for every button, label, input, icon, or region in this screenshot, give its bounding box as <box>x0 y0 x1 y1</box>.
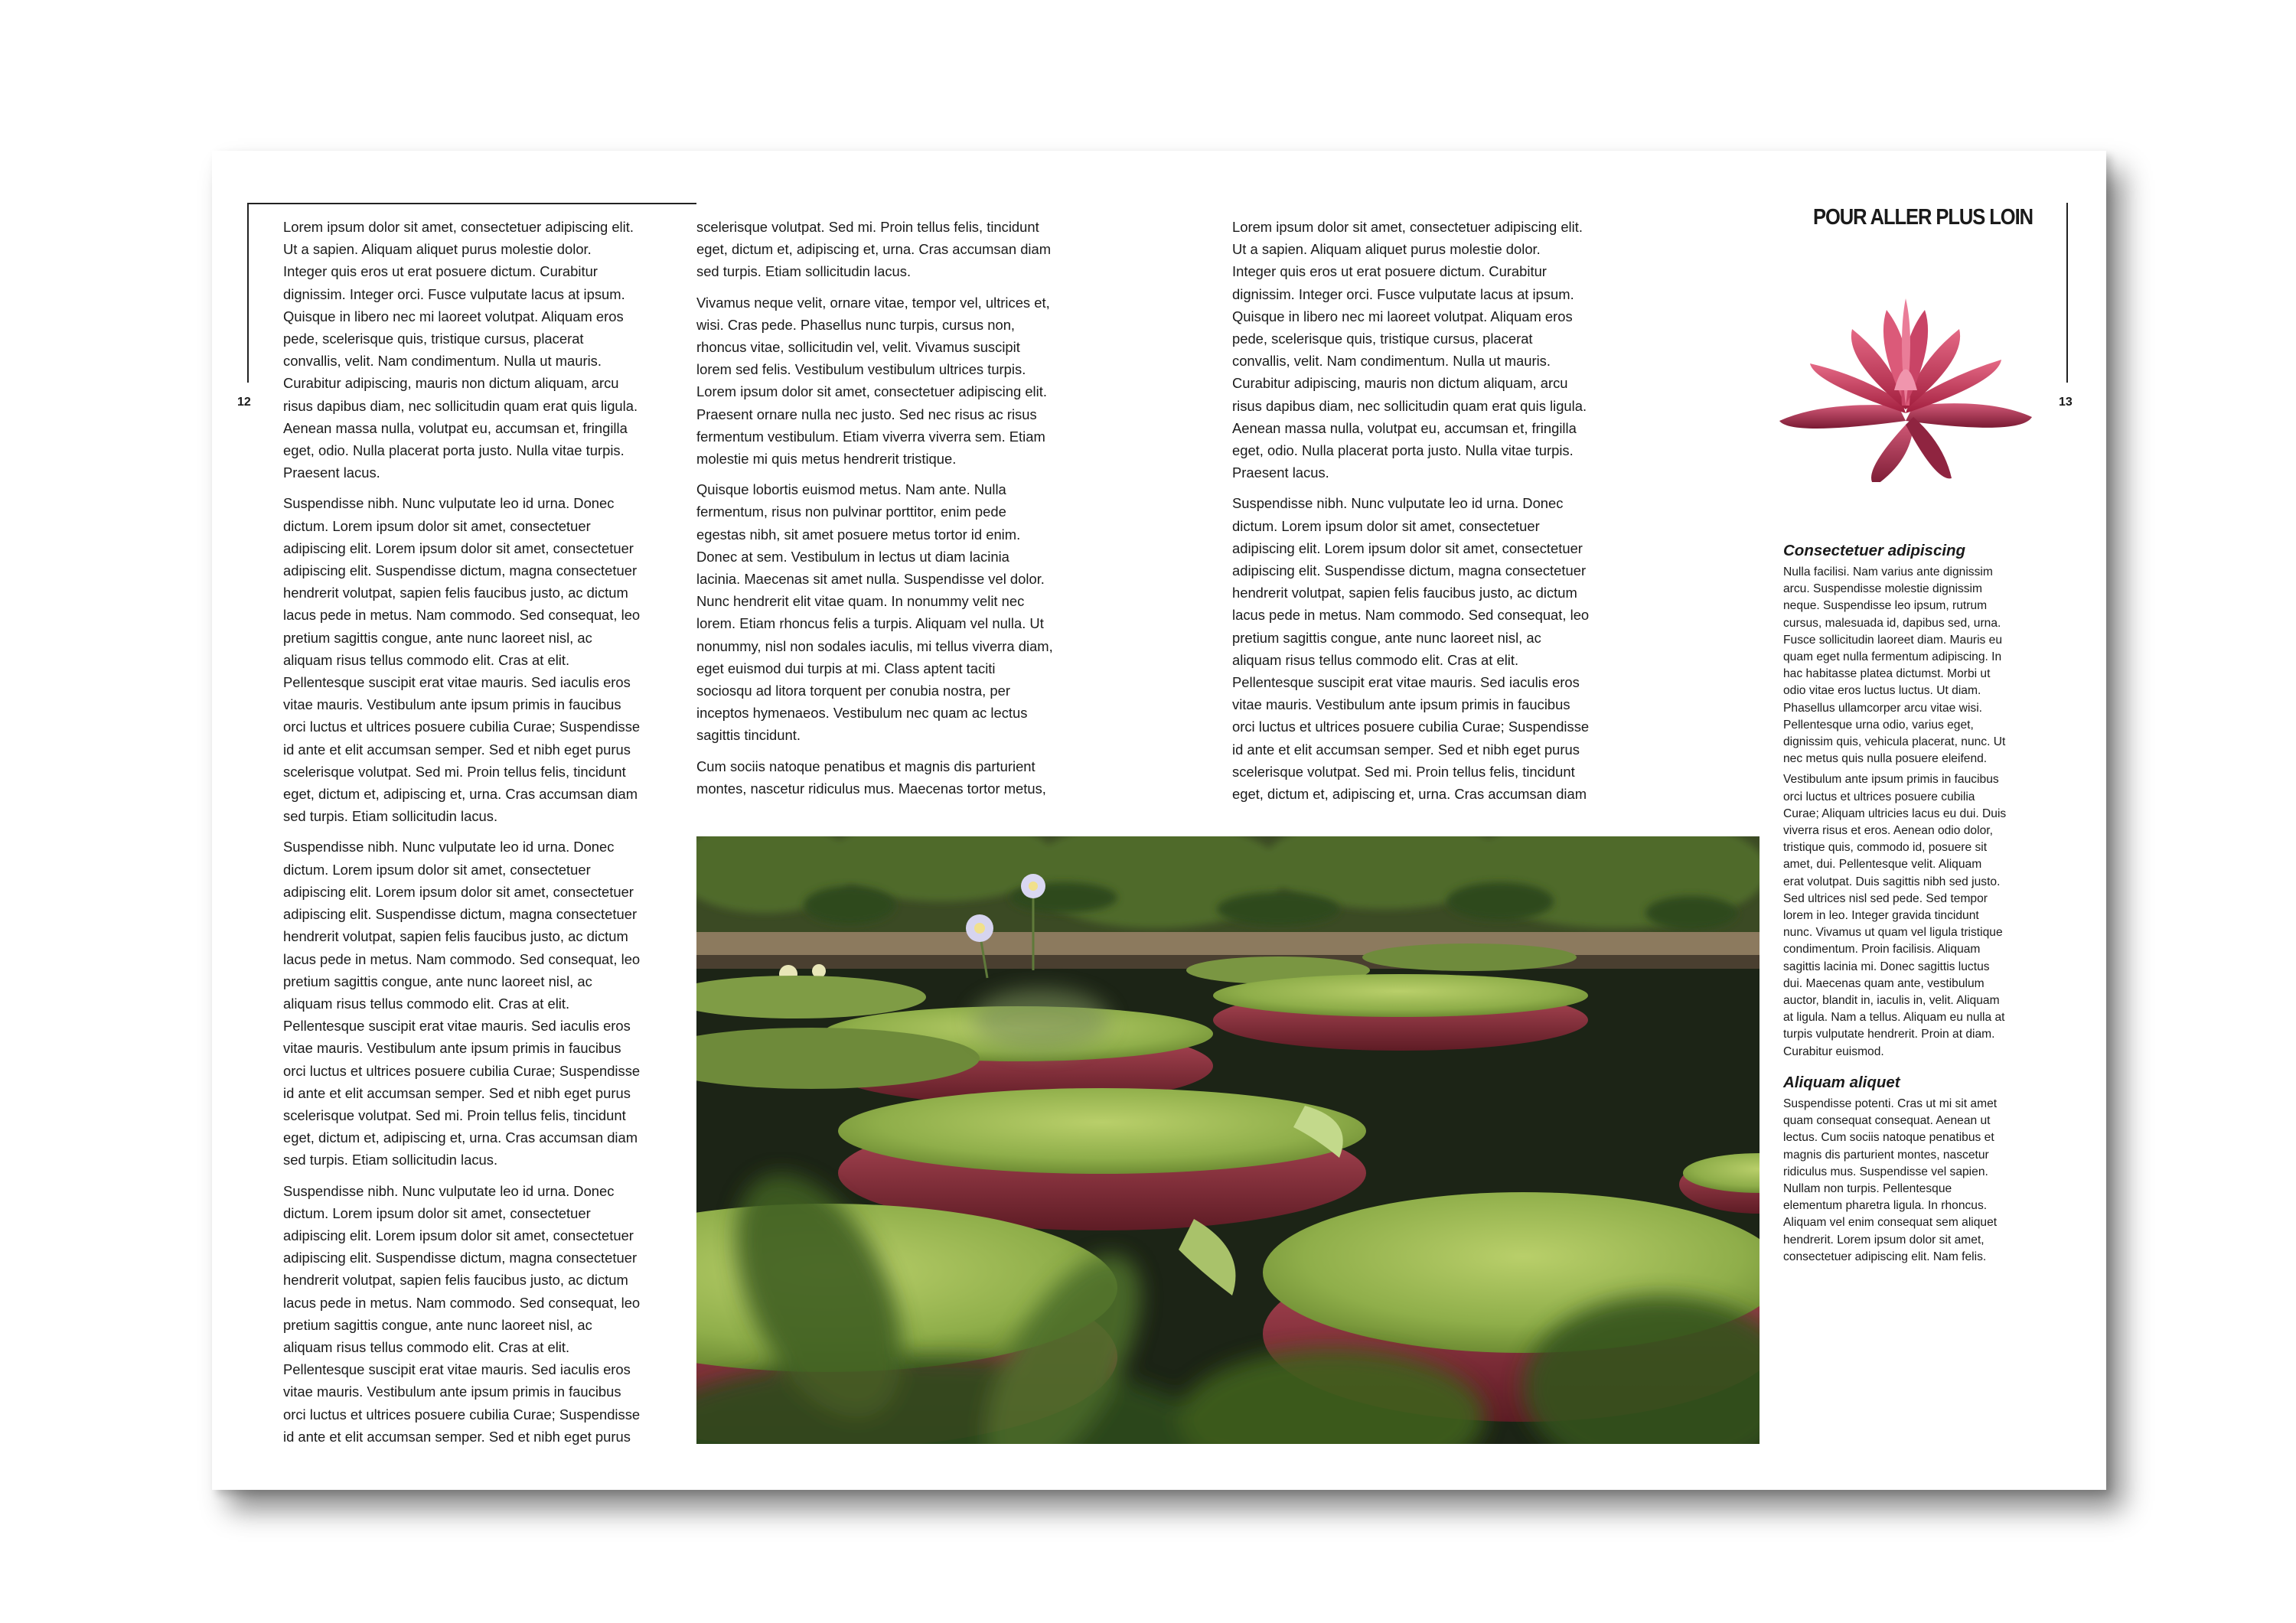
paragraph: Vestibulum ante ipsum primis in faucibus orci luctus et ultrices posuere cubilia Curae; Aliquam ultricies lacus eu dui. Duis viverra risus et eros. Aenean odio dolor, tristique quis, commodo id, posuere sit amet, dui. Pellentesque velit. Aliquam erat volutpat. Duis sagittis nibh sed justo. Sed ultrices nisl sed pede. Sed tempor lorem in leo. Integer gravida tincidunt nunc. Vivamus ut quam vel ligula tristique condimentum. Proin facilisis. Aliquam sagittis lacinia mi. Donec sagittis luctus dui. Maecenas quam ante, vestibulum auctor, blandit in, iaculis in, velit. Aliquam at ligula. Nam a tellus. Aliquam eu nulla at turpis vulputate hendrerit. Proin at diam. Curabitur euismod. <box>1783 773 2007 1058</box>
right-margin-rule <box>2066 203 2068 383</box>
red-water-lily-illustration <box>1779 291 2032 482</box>
sidebar-heading: Consectetuer adipiscing <box>1783 542 1966 559</box>
text-column-3 <box>1232 216 1630 813</box>
paragraph: Suspendisse nibh. Nunc vulputate leo id urna. Donec dictum. Lorem ipsum dolor sit amet, consectetuer adipiscing elit. Lorem ipsum dolor sit amet, consectetuer adipiscing elit. Suspendisse dictum, magna consectetuer hendrerit volutpat, sapien felis faucibus justo, ac dictum lacus pede in metus. Nam commodo. Sed consequat, leo pretium sagittis congue, ante nunc laoreet nisl, ac aliquam risus tellus commodo elit. Cras at elit. Pellentesque suscipit erat vitae mauris. Sed iaculis eros vitae mauris. Vestibulum ante ipsum primis in faucibus orci luctus et ultrices posuere cubilia Curae; Suspendisse id ante et elit accumsan semper. Sed et nibh eget purus scelerisque volutpat. Sed mi. Proin tellus felis, tincidunt eget, dictum et, adipiscing et, urna. Cras accumsan diam sed turpis. Etiam sollicitudin lacus. <box>283 495 641 825</box>
paragraph: Nulla facilisi. Nam varius ante dignissim arcu. Suspendisse molestie dignissim neque. Suspendisse leo ipsum, rutrum cursus, malesuada id, dapibus sed, urna. Fusce sollicitudin laoreet diam. Mauris eu quam eget nulla fermentum adipiscing. In hac habitasse platea dictumst. Morbi ut odio vitae eros luctus luctus. Ut diam. Phasellus ullamcorper arcu vitae wisi. Pellentesque urna odio, varius eget, dignissim quis, vehicula placerat, nunc. Ut nec metus quis nulla posuere eleifend. <box>1783 565 2006 766</box>
left-margin-rule <box>247 203 249 383</box>
paragraph: Vivamus neque velit, ornare vitae, tempor vel, ultrices et, wisi. Cras pede. Phasellus nunc turpis, cursus non, rhoncus vitae, sollicitudin vel, velit. Vivamus suscipit lorem sed felis. Vestibulum vestibulum ultrices turpis. Lorem ipsum dolor sit amet, consectetuer adipiscing elit. Praesent ornare nulla nec justo. Sed nec risus ac risus fermentum vestibulum. Etiam viverra viverra sem. Etiam molestie mi quis metus hendrerit tristique. <box>696 294 1050 468</box>
paragraph: Cum sociis natoque penatibus et magnis dis parturient montes, nascetur ridiculus mus. Maecenas tortor metus, <box>696 758 1046 797</box>
text-column-1 <box>283 216 681 1456</box>
sidebar-title: POUR ALLER PLUS LOIN <box>1812 205 2033 230</box>
sidebar-heading: Aliquam aliquet <box>1783 1073 1900 1091</box>
page-number-left: 12 <box>237 396 251 409</box>
text-column-2 <box>696 216 1094 808</box>
paragraph: Lorem ipsum dolor sit amet, consectetuer adipiscing elit. Ut a sapien. Aliquam aliquet purus molestie dolor. Integer quis eros ut erat posuere dictum. Curabitur dignissim. Integer orci. Fusce vulputate lacus at ipsum. Quisque in libero nec mi laoreet volutpat. Aliquam eros pede, scelerisque quis, tristique cursus, placerat convallis, velit. Nam condimentum. Nulla ut mauris. Curabitur adipiscing, mauris non dictum aliquam, arcu risus dapibus diam, nec sollicitudin quam erat quis ligula. Aenean massa nulla, volutpat eu, accumsan et, fringilla eget, odio. Nulla placerat porta justo. Nulla vitae turpis. Praesent lacus. <box>283 219 638 481</box>
page-number-right: 13 <box>2059 396 2073 409</box>
sidebar-text <box>1783 540 2036 1269</box>
giant-water-lily-photo <box>696 836 1760 1444</box>
paragraph: scelerisque volutpat. Sed mi. Proin tellus felis, tincidunt eget, dictum et, adipiscing et, urna. Cras accumsan diam sed turpis. Etiam sollicitudin lacus. <box>696 219 1052 280</box>
top-rule <box>247 203 696 204</box>
paragraph: Suspendisse nibh. Nunc vulputate leo id urna. Donec dictum. Lorem ipsum dolor sit amet, consectetuer adipiscing elit. Lorem ipsum dolor sit amet, consectetuer adipiscing elit. Suspendisse dictum, magna consectetuer hendrerit volutpat, sapien felis faucibus justo, ac dictum lacus pede in metus. Nam commodo. Sed consequat, leo pretium sagittis congue, ante nunc laoreet nisl, ac aliquam risus tellus commodo elit. Cras at elit. Pellentesque suscipit erat vitae mauris. Sed iaculis eros vitae mauris. Vestibulum ante ipsum primis in faucibus orci luctus et ultrices posuere cubilia Curae; Suspendisse id ante et elit accumsan semper. Sed et nibh eget purus scelerisque volutpat. Sed mi. Proin tellus felis, tincidunt eget, dictum et, adipiscing et, urna. Cras accumsan diam <box>1232 495 1590 803</box>
paragraph: Suspendisse nibh. Nunc vulputate leo id urna. Donec dictum. Lorem ipsum dolor sit amet, consectetuer adipiscing elit. Lorem ipsum dolor sit amet, consectetuer adipiscing elit. Suspendisse dictum, magna consectetuer hendrerit volutpat, sapien felis faucibus justo, ac dictum lacus pede in metus. Nam commodo. Sed consequat, leo pretium sagittis congue, ante nunc laoreet nisl, ac aliquam risus tellus commodo elit. Cras at elit. Pellentesque suscipit erat vitae mauris. Sed iaculis eros vitae mauris. Vestibulum ante ipsum primis in faucibus orci luctus et ultrices posuere cubilia Curae; Suspendisse id ante et elit accumsan semper. Sed et nibh eget purus <box>283 1182 641 1445</box>
paragraph: Suspendisse potenti. Cras ut mi sit amet quam consequat consequat. Aenean ut lectus. Cum sociis natoque penatibus et magnis dis parturient montes, nascetur ridiculus mus. Suspendisse vel sapien. Nullam non turpis. Pellentesque elementum pharetra ligula. In rhoncus. Aliquam vel enim consequat sem aliquet hendrerit. Lorem ipsum dolor sit amet, consectetuer adipiscing elit. Nam felis. <box>1783 1097 1998 1263</box>
paragraph: Suspendisse nibh. Nunc vulputate leo id urna. Donec dictum. Lorem ipsum dolor sit amet, consectetuer adipiscing elit. Lorem ipsum dolor sit amet, consectetuer adipiscing elit. Suspendisse dictum, magna consectetuer hendrerit volutpat, sapien felis faucibus justo, ac dictum lacus pede in metus. Nam commodo. Sed consequat, leo pretium sagittis congue, ante nunc laoreet nisl, ac aliquam risus tellus commodo elit. Cras at elit. Pellentesque suscipit erat vitae mauris. Sed iaculis eros vitae mauris. Vestibulum ante ipsum primis in faucibus orci luctus et ultrices posuere cubilia Curae; Suspendisse id ante et elit accumsan semper. Sed et nibh eget purus scelerisque volutpat. Sed mi. Proin tellus felis, tincidunt eget, dictum et, adipiscing et, urna. Cras accumsan diam sed turpis. Etiam sollicitudin lacus. <box>283 839 641 1168</box>
paragraph: Lorem ipsum dolor sit amet, consectetuer adipiscing elit. Ut a sapien. Aliquam aliquet purus molestie dolor. Integer quis eros ut erat posuere dictum. Curabitur dignissim. Integer orci. Fusce vulputate lacus at ipsum. Quisque in libero nec mi laoreet volutpat. Aliquam eros pede, scelerisque quis, tristique cursus, placerat convallis, velit. Nam condimentum. Nulla ut mauris. Curabitur adipiscing, mauris non dictum aliquam, arcu risus dapibus diam, nec sollicitudin quam erat quis ligula. Aenean massa nulla, volutpat eu, accumsan et, fringilla eget, odio. Nulla placerat porta justo. Nulla vitae turpis. Praesent lacus. <box>1232 219 1587 481</box>
paragraph: Quisque lobortis euismod metus. Nam ante. Nulla fermentum, risus non pulvinar porttitor, enim pede egestas nibh, sit amet posuere metus tortor id enim. Donec at sem. Vestibulum in lectus ut diam lacinia lacinia. Maecenas sit amet nulla. Suspendisse vel dolor. Nunc hendrerit elit vitae quam. In nonummy velit nec lorem. Etiam rhoncus felis a turpis. Aliquam vel nulla. Ut nonummy, nisl non sodales iaculis, mi tellus viverra diam, eget euismod dui turpis at mi. Class aptent taciti sociosqu ad litora torquent per conubia nostra, per inceptos hymenaeos. Vestibulum nec quam ac lectus sagittis tincidunt. <box>696 481 1053 744</box>
